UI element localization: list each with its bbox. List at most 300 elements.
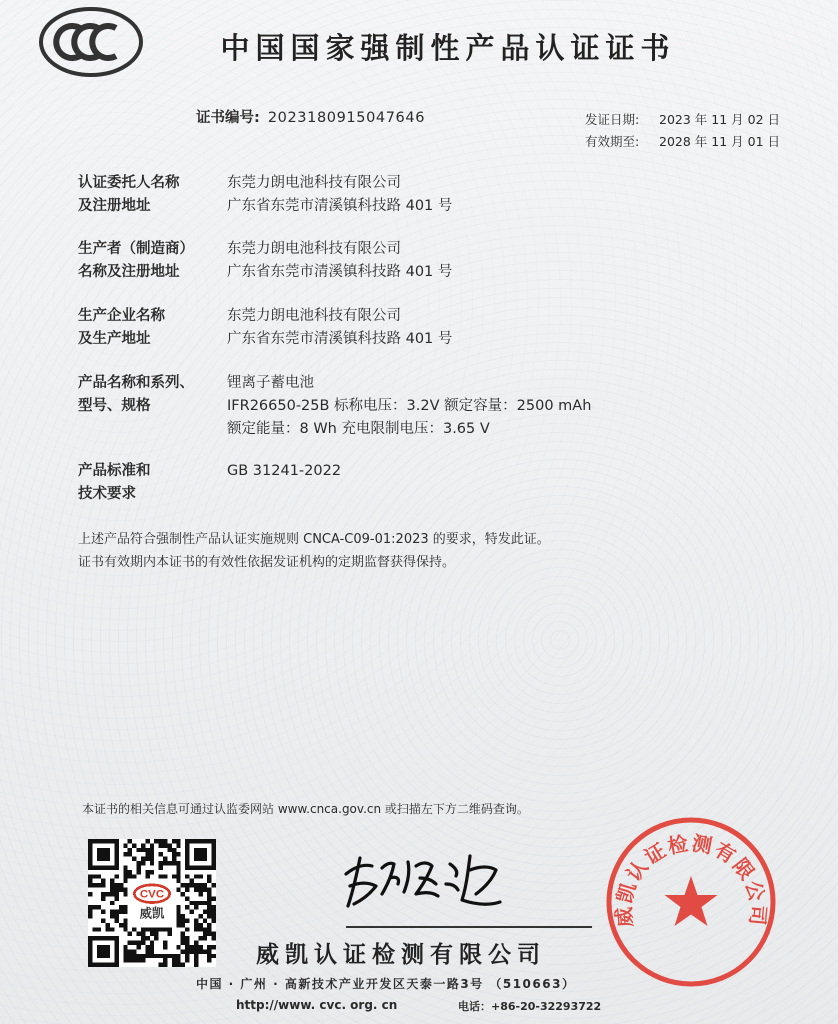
qr-module	[212, 936, 216, 940]
qr-module	[163, 861, 167, 865]
qr-module	[128, 839, 132, 843]
qr-module	[181, 914, 185, 918]
qr-module	[203, 883, 207, 887]
qr-module	[176, 954, 180, 958]
qr-module	[141, 941, 145, 945]
product-name: 锂离子蓄电池	[227, 375, 314, 391]
qr-module	[194, 927, 198, 931]
qr-module	[181, 918, 185, 922]
manufacturer-values	[227, 238, 452, 284]
qr-module	[137, 941, 141, 945]
signature	[338, 848, 506, 918]
qr-module	[172, 852, 176, 856]
qr-module	[88, 883, 92, 887]
statement-line1: 上述产品符合强制性产品认证实施规则 CNCA-C09-01:2023 的要求，特发此证。	[78, 532, 550, 547]
qr-module	[88, 905, 92, 909]
qr-module	[110, 879, 114, 883]
qr-module	[123, 870, 127, 874]
qr-module	[88, 874, 92, 878]
qr-module	[194, 949, 198, 953]
qr-module	[207, 892, 211, 896]
product-label	[78, 372, 228, 418]
qr-module	[190, 901, 194, 905]
factory-values	[227, 305, 452, 351]
qr-module	[141, 932, 145, 936]
qr-module	[212, 896, 216, 900]
expiry-date-row	[585, 131, 780, 153]
qr-module	[207, 910, 211, 914]
qr-module	[181, 941, 185, 945]
qr-module	[132, 843, 136, 847]
factory-label	[78, 305, 228, 351]
qr-module	[159, 843, 163, 847]
qr-module	[176, 905, 180, 909]
qr-module	[198, 883, 202, 887]
standard-label-line1: 产品标准和	[78, 463, 151, 479]
qr-module	[194, 918, 198, 922]
qr-module	[123, 843, 127, 847]
qr-module	[141, 954, 145, 958]
qr-module	[172, 839, 176, 843]
qr-module	[163, 874, 167, 878]
qr-module	[176, 870, 180, 874]
qr-module	[150, 932, 154, 936]
qr-module	[181, 883, 185, 887]
qr-module	[207, 874, 211, 878]
qr-module	[145, 852, 149, 856]
qr-module	[176, 865, 180, 869]
qr-module	[159, 861, 163, 865]
issue-date-row	[585, 109, 780, 131]
qr-module	[185, 954, 189, 958]
qr-module	[198, 936, 202, 940]
qr-module	[114, 896, 118, 900]
standard-value: GB 31241-2022	[227, 463, 342, 479]
qr-module	[132, 941, 136, 945]
qr-module	[154, 936, 158, 940]
manufacturer-address: 广东省东莞市清溪镇科技路 401 号	[227, 264, 453, 280]
qr-module	[207, 958, 211, 962]
qr-module	[114, 883, 118, 887]
qr-module	[150, 870, 154, 874]
qr-module	[110, 883, 114, 887]
seal-text: 威凯认证检测有限公司	[611, 830, 771, 929]
qr-module	[137, 954, 141, 958]
qr-module	[123, 958, 127, 962]
qr-module	[145, 839, 149, 843]
qr-module	[159, 963, 163, 967]
qr-module	[123, 945, 127, 949]
standard-label-line2: 技术要求	[78, 486, 136, 502]
qr-module	[190, 949, 194, 953]
qr-module	[185, 888, 189, 892]
qr-module	[119, 905, 123, 909]
qr-module	[110, 927, 114, 931]
qr-module	[163, 958, 167, 962]
qr-module	[198, 945, 202, 949]
qr-cvc-badge	[130, 881, 174, 925]
qr-module	[181, 892, 185, 896]
qr-module	[159, 954, 163, 958]
qr-module	[123, 905, 127, 909]
factory-label-line1: 生产企业名称	[78, 308, 165, 324]
qr-module	[163, 954, 167, 958]
qr-module	[145, 945, 149, 949]
date-block	[585, 109, 780, 153]
qr-module	[176, 958, 180, 962]
factory-label-line2: 及生产地址	[78, 331, 151, 347]
qr-module	[110, 901, 114, 905]
qr-module	[185, 905, 189, 909]
qr-module	[123, 874, 127, 878]
qr-module	[190, 945, 194, 949]
qr-module	[212, 914, 216, 918]
qr-module	[145, 874, 149, 878]
qr-module	[167, 848, 171, 852]
qr-module	[185, 945, 189, 949]
qr-module	[167, 954, 171, 958]
qr-module	[203, 888, 207, 892]
qr-module	[176, 839, 180, 843]
qr-module	[159, 874, 163, 878]
qr-module	[203, 910, 207, 914]
qr-module	[198, 892, 202, 896]
issue-date-value: 2023 年 11 月 02 日	[659, 112, 780, 127]
qr-module	[88, 879, 92, 883]
statement-line2: 证书有效期内本证书的有效性依据发证机构的定期监督获得保持。	[78, 555, 456, 570]
qr-module	[212, 905, 216, 909]
qr-module	[203, 927, 207, 931]
qr-module	[181, 949, 185, 953]
qr-module	[176, 874, 180, 878]
qr-module	[185, 936, 189, 940]
qr-module	[154, 954, 158, 958]
qr-module	[185, 941, 189, 945]
qr-module	[145, 927, 149, 931]
qr-module	[198, 874, 202, 878]
qr-module	[163, 941, 167, 945]
qr-module	[128, 958, 132, 962]
qr-code[interactable]	[88, 839, 216, 967]
qr-module	[101, 892, 105, 896]
qr-module	[123, 918, 127, 922]
qr-module	[203, 918, 207, 922]
qr-module	[194, 874, 198, 878]
qr-module	[181, 936, 185, 940]
qr-module	[92, 883, 96, 887]
signature-line	[346, 926, 592, 928]
issue-date-label: 发证日期:	[585, 112, 640, 127]
qr-module	[128, 874, 132, 878]
qr-module	[194, 958, 198, 962]
qr-module	[212, 883, 216, 887]
qr-module	[181, 963, 185, 967]
qr-module	[101, 910, 105, 914]
product-label-line2: 型号、规格	[78, 398, 151, 414]
applicant-address: 广东省东莞市清溪镇科技路 401 号	[227, 198, 453, 214]
organization-address: 中国 · 广州 · 高新技术产业开发区天泰一路3号 （510663）	[196, 977, 576, 991]
qr-module	[145, 949, 149, 953]
qr-module	[145, 936, 149, 940]
qr-module	[207, 914, 211, 918]
qr-module	[176, 888, 180, 892]
qr-module	[141, 927, 145, 931]
qr-module	[163, 843, 167, 847]
ccc-logo	[38, 6, 144, 78]
qr-module	[92, 874, 96, 878]
qr-module	[97, 874, 101, 878]
qr-module	[172, 963, 176, 967]
qr-module	[172, 958, 176, 962]
qr-module	[207, 905, 211, 909]
qr-module	[110, 892, 114, 896]
qr-module	[154, 839, 158, 843]
applicant-values	[227, 172, 452, 218]
product-spec-line1: IFR26650-25B 标称电压：3.2V 额定容量：2500 mAh	[227, 398, 592, 414]
qr-module	[119, 923, 123, 927]
manufacturer-label-line1: 生产者（制造商）	[78, 241, 194, 257]
qr-module	[176, 843, 180, 847]
qr-module	[150, 861, 154, 865]
qr-module	[185, 883, 189, 887]
organization-phone: 电话：+86-20-32293722	[458, 1000, 602, 1013]
standard-values	[227, 460, 341, 483]
qr-module	[141, 861, 145, 865]
qr-module	[150, 843, 154, 847]
qr-module	[198, 949, 202, 953]
qr-module	[150, 848, 154, 852]
qr-module	[141, 857, 145, 861]
qr-module	[172, 848, 176, 852]
qr-module	[194, 901, 198, 905]
qr-module	[132, 857, 136, 861]
qr-module	[163, 945, 167, 949]
qr-module	[137, 958, 141, 962]
qr-module	[119, 910, 123, 914]
qr-module	[114, 888, 118, 892]
qr-module	[176, 963, 180, 967]
qr-module	[123, 865, 127, 869]
qr-module	[207, 932, 211, 936]
qr-module	[176, 861, 180, 865]
qr-module	[106, 892, 110, 896]
qr-module	[150, 927, 154, 931]
qr-module	[128, 932, 132, 936]
qr-module	[145, 857, 149, 861]
qr-module	[203, 936, 207, 940]
qr-module	[106, 923, 110, 927]
qr-module	[176, 923, 180, 927]
qr-module	[92, 905, 96, 909]
qr-module	[128, 954, 132, 958]
seal-star-icon	[665, 876, 718, 926]
qr-module	[212, 932, 216, 936]
qr-module	[137, 870, 141, 874]
applicant-label-line2: 及注册地址	[78, 198, 151, 214]
qr-module	[128, 941, 132, 945]
qr-module	[128, 848, 132, 852]
qr-module	[181, 932, 185, 936]
qr-module	[123, 879, 127, 883]
certificate-title: 中国国家强制性产品认证证书	[220, 31, 676, 65]
qr-module	[207, 949, 211, 953]
qr-module	[119, 883, 123, 887]
qr-module	[101, 883, 105, 887]
certificate-number-value: 2023180915047646	[267, 110, 426, 126]
manufacturer-name: 东莞力朗电池科技有限公司	[227, 241, 401, 257]
qr-module	[150, 941, 154, 945]
qr-module	[150, 857, 154, 861]
qr-module	[110, 910, 114, 914]
qr-module	[137, 861, 141, 865]
qr-module	[141, 848, 145, 852]
qr-module	[185, 949, 189, 953]
qr-module	[123, 949, 127, 953]
qr-module	[123, 888, 127, 892]
qr-badge-bottom: 威凯	[139, 906, 165, 921]
manufacturer-label	[78, 238, 228, 284]
qr-module	[185, 874, 189, 878]
qr-module	[203, 932, 207, 936]
qr-module	[159, 865, 163, 869]
qr-module	[198, 923, 202, 927]
qr-module	[141, 843, 145, 847]
qr-module	[101, 879, 105, 883]
qr-module	[194, 941, 198, 945]
qr-module	[190, 879, 194, 883]
product-values	[227, 372, 591, 441]
qr-module	[101, 896, 105, 900]
qr-module	[97, 927, 101, 931]
qr-module	[114, 910, 118, 914]
qr-module	[128, 870, 132, 874]
qr-module	[207, 927, 211, 931]
qr-module	[207, 923, 211, 927]
qr-module	[123, 923, 127, 927]
qr-module	[176, 914, 180, 918]
qr-module	[88, 910, 92, 914]
qr-module	[123, 852, 127, 856]
applicant-label-line1: 认证委托人名称	[78, 175, 180, 191]
qr-module	[167, 927, 171, 931]
qr-module	[141, 936, 145, 940]
qr-module	[132, 949, 136, 953]
qr-module	[198, 888, 202, 892]
qr-module	[212, 954, 216, 958]
issuing-organization: 威凯认证检测有限公司	[256, 942, 546, 968]
qr-module	[207, 896, 211, 900]
qr-module	[190, 883, 194, 887]
qr-module	[110, 914, 114, 918]
qr-module	[185, 958, 189, 962]
qr-module	[172, 874, 176, 878]
qr-module	[163, 963, 167, 967]
conformity-statement	[78, 528, 550, 574]
standard-label	[78, 460, 228, 506]
qr-module	[114, 892, 118, 896]
applicant-name: 东莞力朗电池科技有限公司	[227, 175, 401, 191]
product-label-line1: 产品名称和系列、	[78, 375, 194, 391]
qr-module	[207, 901, 211, 905]
qr-module	[163, 857, 167, 861]
qr-module	[194, 905, 198, 909]
qr-module	[123, 892, 127, 896]
qr-module	[159, 852, 163, 856]
qr-module	[97, 883, 101, 887]
qr-module	[198, 901, 202, 905]
qr-module	[181, 923, 185, 927]
qr-module	[212, 945, 216, 949]
qr-module	[150, 949, 154, 953]
qr-module	[101, 918, 105, 922]
qr-module	[163, 839, 167, 843]
qr-module	[132, 874, 136, 878]
qr-module	[167, 932, 171, 936]
qr-module	[185, 927, 189, 931]
qr-module	[176, 918, 180, 922]
qr-module	[114, 874, 118, 878]
qr-module	[203, 949, 207, 953]
qr-module	[207, 954, 211, 958]
qr-module	[106, 927, 110, 931]
qr-module	[207, 879, 211, 883]
qr-module	[123, 954, 127, 958]
qr-module	[119, 888, 123, 892]
qr-module	[203, 901, 207, 905]
expiry-date-label: 有效期至:	[585, 134, 640, 149]
qr-module	[207, 888, 211, 892]
qr-module	[132, 958, 136, 962]
qr-module	[194, 883, 198, 887]
product-spec-line2: 额定能量：8 Wh 充电限制电压：3.65 V	[227, 421, 490, 437]
qr-module	[159, 927, 163, 931]
qr-module	[132, 954, 136, 958]
qr-module	[212, 918, 216, 922]
qr-module	[110, 888, 114, 892]
qr-module	[137, 848, 141, 852]
qr-module	[150, 954, 154, 958]
qr-module	[132, 927, 136, 931]
qr-module	[114, 918, 118, 922]
qr-module	[163, 927, 167, 931]
qr-module	[172, 857, 176, 861]
qr-module	[176, 852, 180, 856]
qr-module	[194, 888, 198, 892]
qr-module	[137, 945, 141, 949]
certificate-number-label: 证书编号:	[196, 110, 260, 126]
qr-module	[212, 910, 216, 914]
qr-module	[128, 949, 132, 953]
expiry-date-value: 2028 年 11 月 01 日	[659, 134, 780, 149]
factory-address: 广东省东莞市清溪镇科技路 401 号	[227, 331, 453, 347]
organization-website[interactable]: http://www. cvc. org. cn	[236, 998, 398, 1012]
qr-module	[207, 945, 211, 949]
qr-module	[128, 852, 132, 856]
qr-module	[172, 954, 176, 958]
qr-module	[137, 865, 141, 869]
qr-module	[176, 879, 180, 883]
query-note: 本证书的相关信息可通过认监委网站 www.cnca.gov.cn 或扫描左下方二维码查询。	[82, 802, 529, 816]
qr-module	[150, 945, 154, 949]
qr-module	[176, 910, 180, 914]
qr-module	[145, 870, 149, 874]
manufacturer-label-line2: 名称及注册地址	[78, 264, 180, 280]
qr-module	[176, 945, 180, 949]
qr-module	[167, 843, 171, 847]
qr-module	[154, 932, 158, 936]
qr-module	[190, 910, 194, 914]
qr-module	[88, 914, 92, 918]
